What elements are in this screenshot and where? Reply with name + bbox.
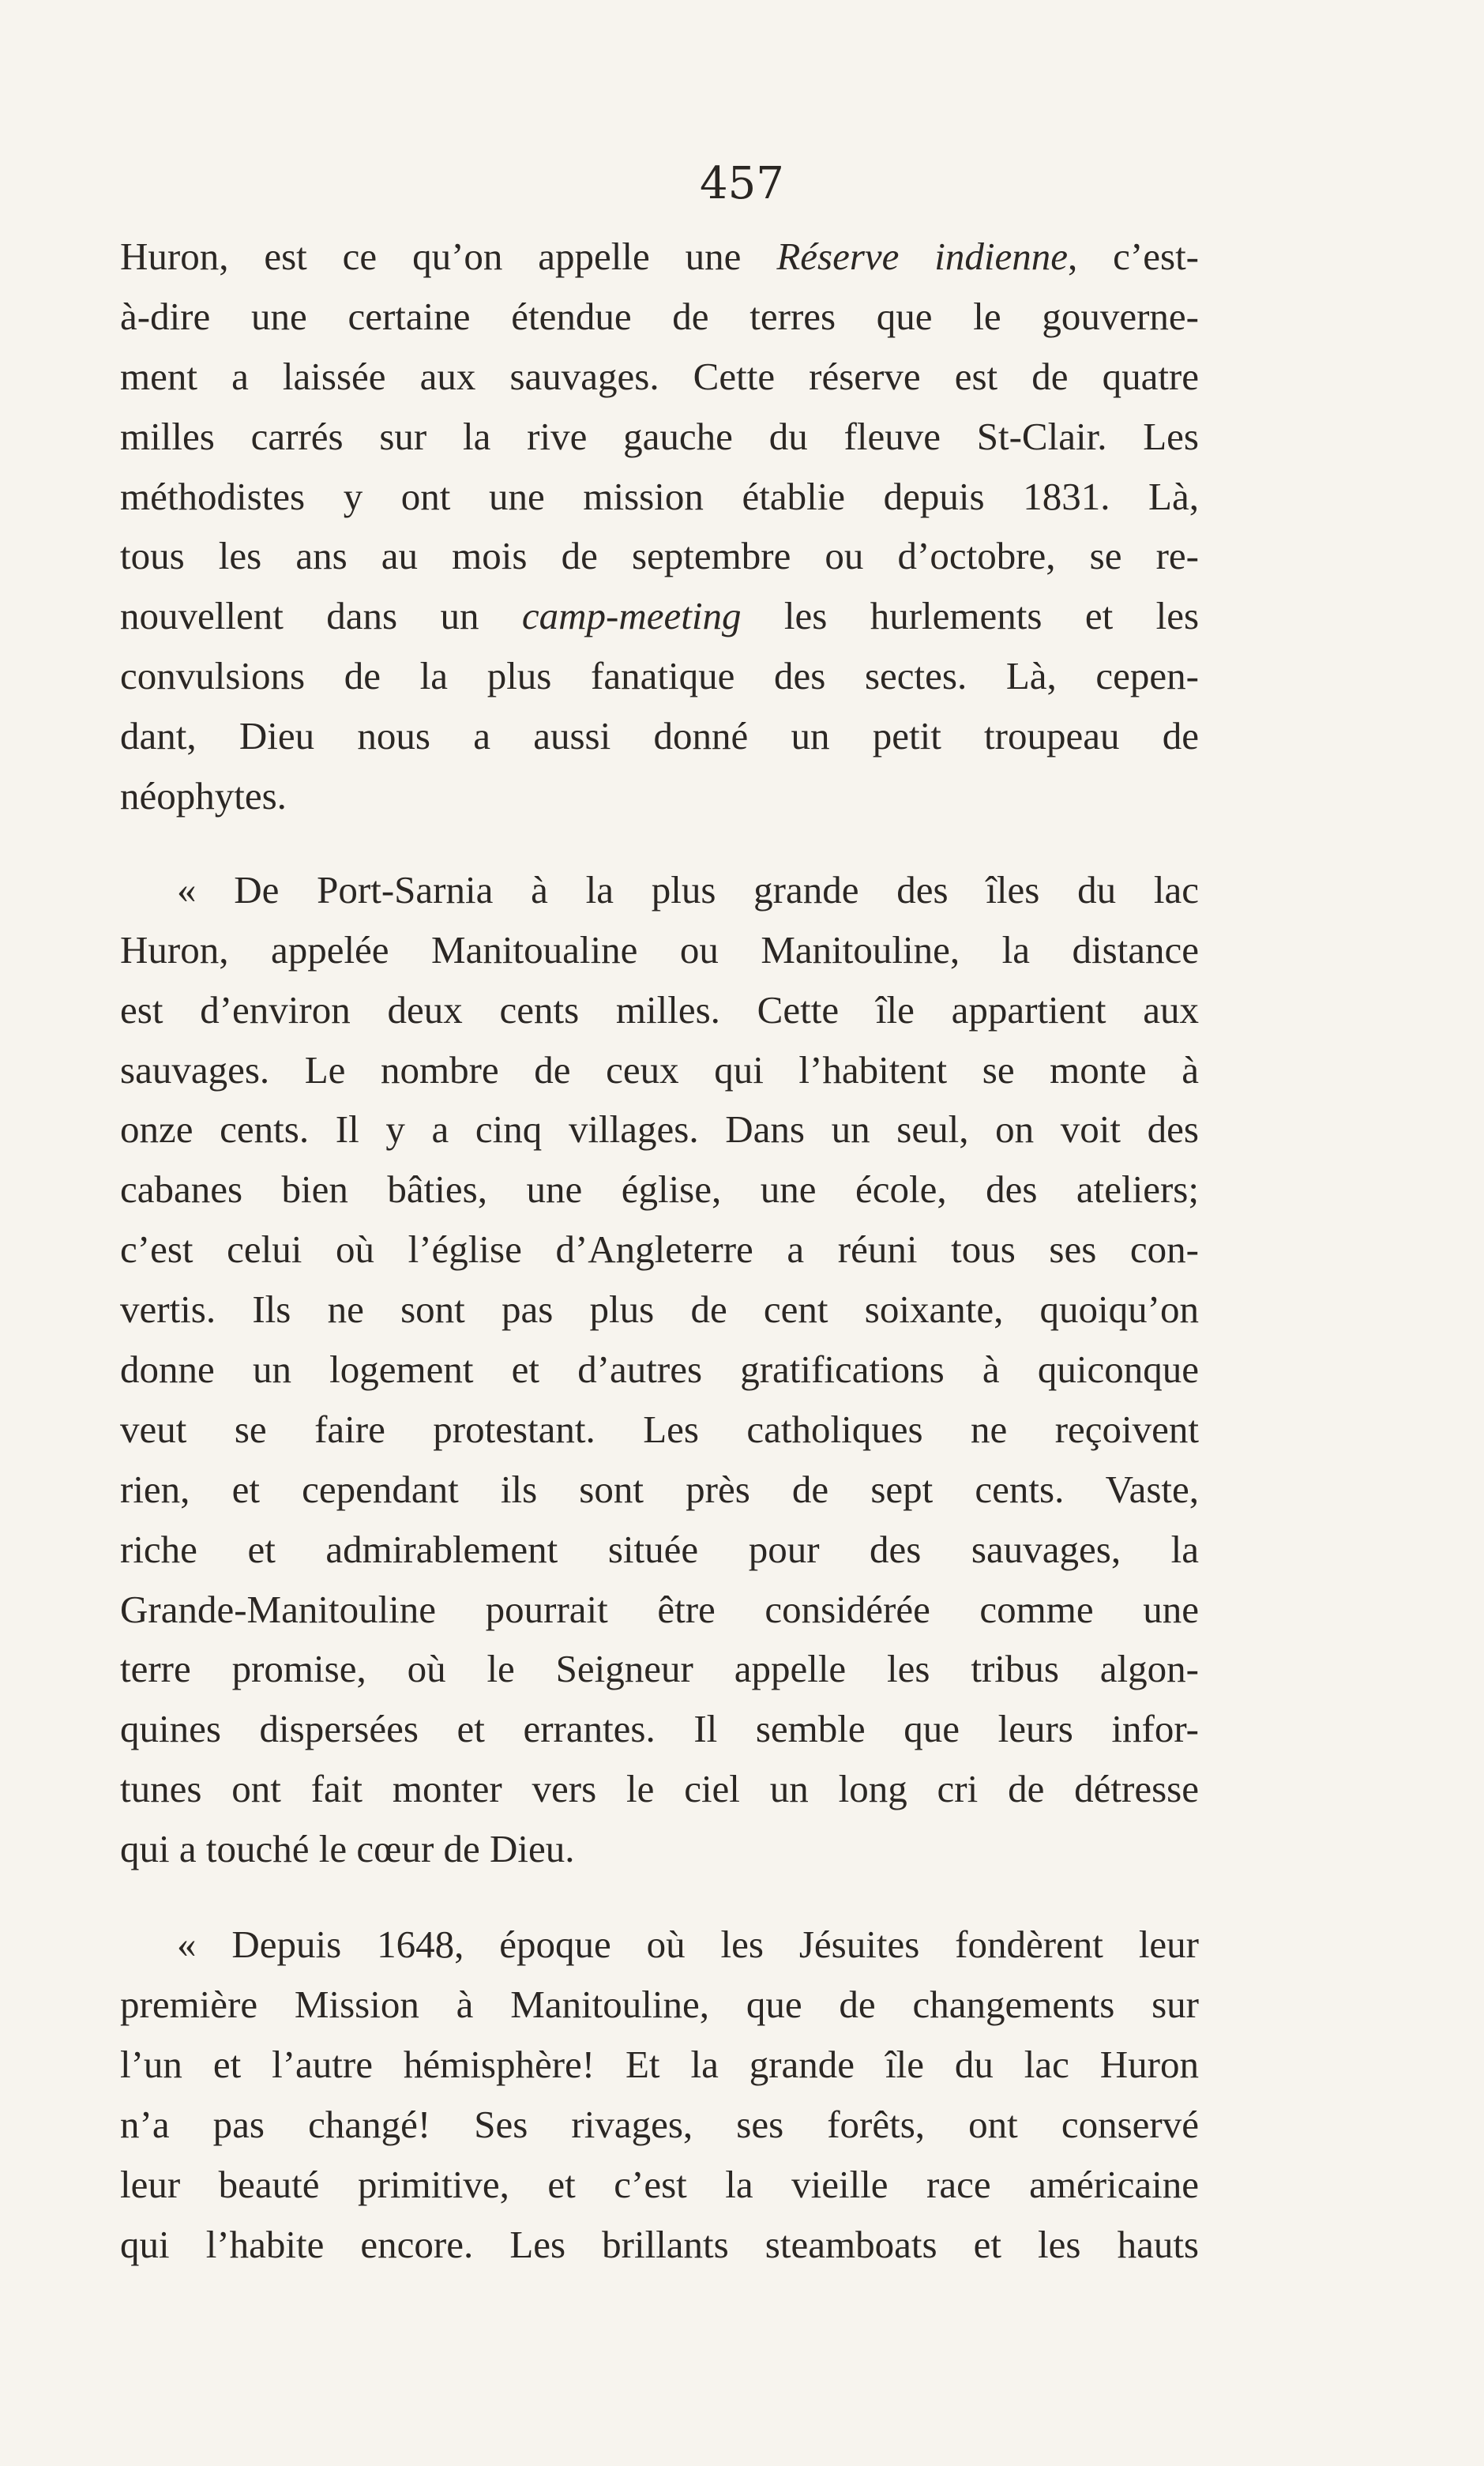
text-line: [120, 586, 1199, 646]
text-run: veut se faire protestant. Les catholiques ne reçoivent: [120, 1407, 1199, 1451]
page-number: 457: [700, 158, 784, 209]
text-line: [120, 1759, 1199, 1819]
text-run: vertis. Ils ne sont pas plus de cent soixante, quoiqu’on: [120, 1288, 1199, 1332]
text-line: [120, 920, 1199, 980]
text-run: terre promise, où le Seigneur appelle les tribus algon-: [120, 1647, 1199, 1691]
text-line: [120, 407, 1199, 467]
text-line: [120, 1220, 1199, 1280]
text-run: sauvages. Le nombre de ceux qui l’habitent se monte à: [120, 1047, 1199, 1092]
text-line: [120, 1460, 1199, 1520]
text-run: convulsions de la plus fanatique des sectes. Là, cepen-: [120, 654, 1199, 698]
text-run: néophytes.: [120, 774, 287, 818]
italic-text: Réserve indienne: [776, 235, 1069, 278]
text-line: [120, 766, 1199, 826]
paragraph-gap: [120, 1879, 1199, 1915]
text-line: [120, 1580, 1199, 1640]
text-run: Huron, appelée Manitoualine ou Manitouline, la distance: [120, 927, 1199, 972]
text-line: [120, 1915, 1199, 1975]
text-run: tous les ans au mois de septembre ou d’octobre, se re-: [120, 534, 1199, 578]
text-run: première Mission à Manitouline, que de changements sur: [120, 1982, 1199, 2026]
text-run: donne un logement et d’autres gratifications à quiconque: [120, 1348, 1199, 1392]
text-run: tunes ont fait monter vers le ciel un long cri de détresse: [120, 1767, 1199, 1811]
text-line: [120, 287, 1199, 347]
body-text: [120, 227, 1199, 2274]
paragraph: [120, 227, 1199, 826]
paragraph: [120, 860, 1199, 1879]
text-line: [120, 526, 1199, 586]
text-run: dant, Dieu nous a aussi donné un petit troupeau de: [120, 714, 1199, 758]
text-run: l’un et l’autre hémisphère! Et la grande île du lac Huron: [120, 2042, 1199, 2086]
text-run: « De Port-Sarnia à la plus grande des îles du lac: [177, 867, 1199, 912]
text-run: cabanes bien bâties, une église, une école, des ateliers;: [120, 1167, 1199, 1212]
text-line: [120, 467, 1199, 527]
text-run: riche et admirablement située pour des sauvages, la: [120, 1527, 1199, 1571]
text-run: Grande-Manitouline pourrait être considérée comme une: [120, 1587, 1199, 1631]
text-line: [120, 2035, 1199, 2095]
text-line: [120, 227, 1199, 287]
text-run: est d’environ deux cents milles. Cette île appartient aux: [120, 987, 1199, 1032]
text-line: [120, 1160, 1199, 1220]
text-line: [120, 347, 1199, 407]
text-line: [120, 1819, 1199, 1879]
text-run: qui a touché le cœur de Dieu.: [120, 1827, 575, 1871]
text-run: onze cents. Il y a cinq villages. Dans un seul, on voit des: [120, 1107, 1199, 1152]
text-line: [120, 860, 1199, 920]
text-run: qui l’habite encore. Les brillants steamboats et les hauts: [120, 2222, 1199, 2266]
paragraph: [120, 1915, 1199, 2274]
text-run: nouvellent dans un: [120, 594, 522, 638]
text-line: [120, 980, 1199, 1040]
text-line: [120, 2215, 1199, 2275]
text-line: [120, 2095, 1199, 2155]
text-run: « Depuis 1648, époque où les Jésuites fondèrent leur: [177, 1923, 1199, 1967]
text-run: à-dire une certaine étendue de terres que le gouverne-: [120, 294, 1199, 338]
italic-text: camp-meeting: [521, 594, 742, 638]
text-run: c’est celui où l’église d’Angleterre a réuni tous ses con-: [120, 1227, 1199, 1272]
text-run: rien, et cependant ils sont près de sept cents. Vaste,: [120, 1467, 1199, 1511]
text-line: [120, 1639, 1199, 1699]
text-run: ment a laissée aux sauvages. Cette réserve est de quatre: [120, 354, 1199, 398]
text-run: méthodistes y ont une mission établie depuis 1831. Là,: [120, 474, 1199, 518]
text-line: [120, 646, 1199, 706]
text-run: , c’est-: [1068, 235, 1199, 278]
text-line: [120, 1520, 1199, 1580]
text-line: [120, 1340, 1199, 1400]
text-line: [120, 1975, 1199, 2035]
text-line: [120, 1040, 1199, 1100]
text-run: Huron, est ce qu’on appelle une: [120, 235, 777, 278]
paragraph-gap: [120, 826, 1199, 860]
text-run: quines dispersées et errantes. Il semble que leurs infor-: [120, 1707, 1199, 1751]
text-line: [120, 1400, 1199, 1460]
text-run: leur beauté primitive, et c’est la vieille race américaine: [120, 2162, 1199, 2206]
text-run: les hurlements et les: [741, 594, 1200, 638]
text-line: [120, 1280, 1199, 1340]
text-line: [120, 1100, 1199, 1160]
text-run: n’a pas changé! Ses rivages, ses forêts, ont conservé: [120, 2102, 1199, 2146]
text-line: [120, 1699, 1199, 1759]
text-line: [120, 2155, 1199, 2215]
text-line: [120, 706, 1199, 766]
text-run: milles carrés sur la rive gauche du fleuve St-Clair. Les: [120, 414, 1199, 458]
